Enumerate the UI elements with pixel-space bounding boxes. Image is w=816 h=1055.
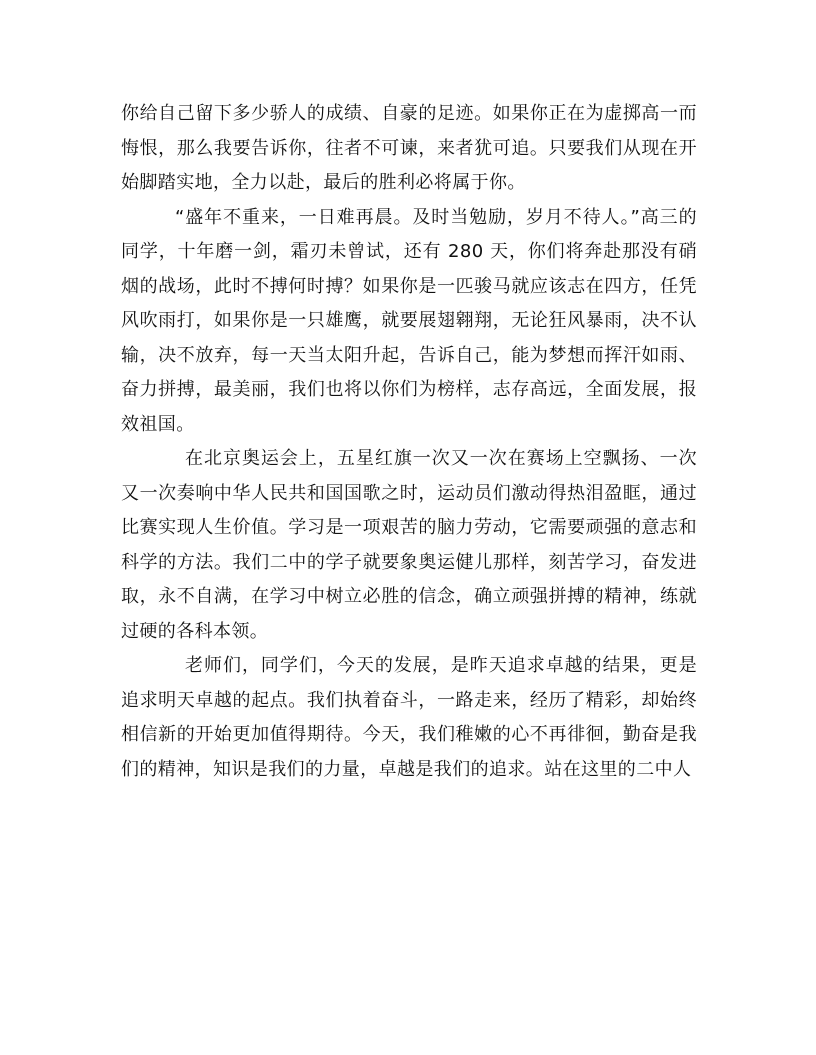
- paragraph-3: 在北京奥运会上，五星红旗一次又一次在赛场上空飘扬、一次又一次奏响中华人民共和国国歌之时，运动员们激动得热泪盈眶，通过比赛实现人生价值。学习是一项艰苦的脑力劳动，它需要顽强的意志和科学的方法。我们二中的学子就要象奥运健儿那样，刻苦学习，奋发进取，永不自满，在学习中树立必胜的信念，确立顽强拼搏的精神，练就过硬的各科本领。: [121, 448, 697, 642]
- paragraph-1: 你给自己留下多少骄人的成绩、自豪的足迹。如果你正在为虚掷高一而悔恨，那么我要告诉你，往者不可谏，来者犹可追。只要我们从现在开始脚踏实地，全力以赴，最后的胜利必将属于你。: [121, 103, 697, 193]
- paragraph-4: 老师们，同学们，今天的发展，是昨天追求卓越的结果，更是追求明天卓越的起点。我们执着奋斗，一路走来，经历了精彩，却始终相信新的开始更加值得期待。今天，我们稚嫩的心不再徘徊，勤奋是我们的精神，知识是我们的力量，卓越是我们的追求。站在这里的二中人: [121, 655, 697, 780]
- document-body: [121, 97, 697, 787]
- paragraph-2: “盛年不重来，一日难再晨。及时当勉励，岁月不待人。”高三的同学，十年磨一剑，霜刃未曾试，还有 280 天，你们将奔赴那没有硝烟的战场，此时不搏何时搏？如果你是一匹骏马就应该志在四方，任凭风吹雨打，如果你是一只雄鹰，就要展翅翱翔，无论狂风暴雨，决不认输，决不放弃，每一天当太阳升起，告诉自己，能为梦想而挥汗如雨、奋力拼搏，最美丽，我们也将以你们为榜样，志存高远，全面发展，报效祖国。: [121, 206, 697, 435]
